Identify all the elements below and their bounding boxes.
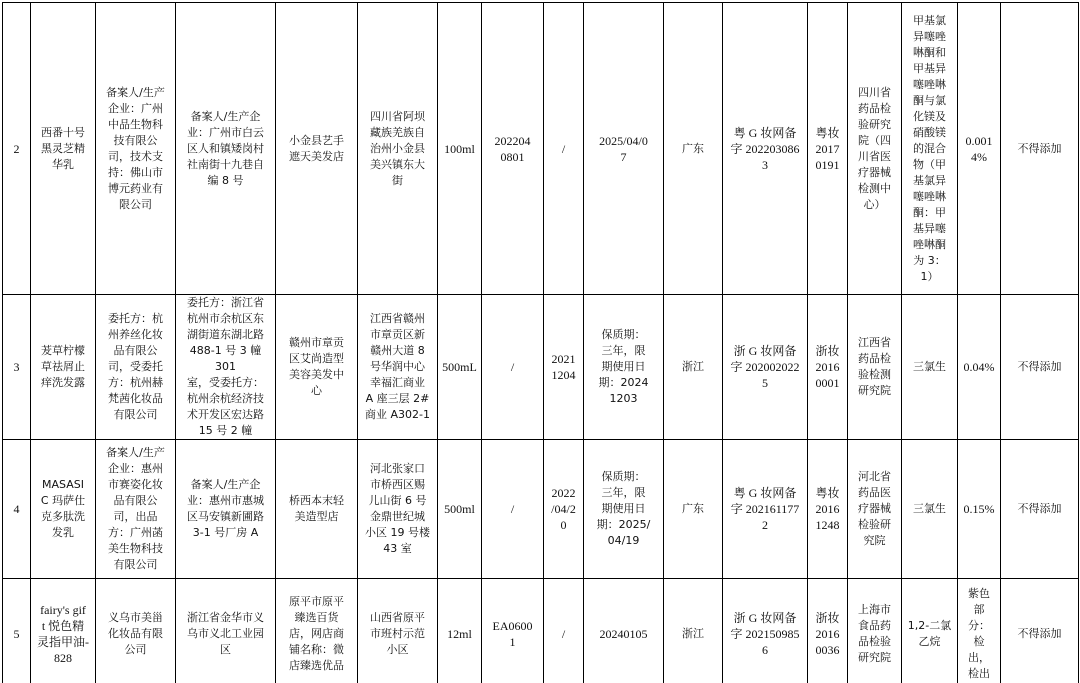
cell-province: 广东: [664, 440, 723, 579]
cell-province: 浙江: [664, 295, 723, 440]
cell-filing-number: 粤 G 妆网备 字 202203086 3: [723, 3, 808, 295]
cell-license-number: 粤妆 2016 1248: [808, 440, 848, 579]
table-row: [3, 3, 1079, 295]
cell-standard: 不得添加: [1001, 579, 1079, 683]
cell-inspection-agency: 四川省 药品检 验研究 院（四 川省医 疗器械 检测中 心）: [848, 3, 902, 295]
table-row: [3, 295, 1079, 440]
cell-license-number: 粤妆 2017 0191: [808, 3, 848, 295]
cell-production-date: 2021 1204: [544, 295, 584, 440]
cell-batch-number: 202204 0801: [482, 3, 544, 295]
cell-inspection-item: 甲基氯 异噻唑 啉酮和 甲基异 噻唑啉 酮与氯 化镁及 硝酸镁 的混合 物（甲 基氯异 噻唑啉 酮：甲 基异噻 唑啉酮 为 3： 1）: [902, 3, 958, 295]
cell-expiry: 保质期： 三年，限 期使用日 期：2024 1203: [584, 295, 664, 440]
cell-producer-address: 委托方：浙江省 杭州市余杭区东 湖街道东湖北路 488-1 号 3 幢 301 室，受委托方： 杭州余杭经济技 术开发区宏达路 15 号 2 幢: [176, 295, 276, 440]
cell-result: 0.001 4%: [958, 3, 1001, 295]
cell-spec: 500ml: [438, 440, 482, 579]
cell-producer: 备案人/生产 企业：惠州 市赛姿化妆 品有限公 司，出品 方：广州菡 美生物科技 有限公司: [96, 440, 176, 579]
cell-result: 0.15%: [958, 440, 1001, 579]
cell-producer-address: 浙江省金华市义 乌市义北工业园 区: [176, 579, 276, 683]
cell-inspection-item: 1,2-二氯 乙烷: [902, 579, 958, 683]
cell-batch-number: /: [482, 440, 544, 579]
cell-serial-number: 2: [3, 3, 31, 295]
cell-production-date: /: [544, 3, 584, 295]
cell-producer: 备案人/生产 企业：广州 中品生物科 技有限公 司，技术支 持：佛山市 博元药业有 限公司: [96, 3, 176, 295]
cell-filing-number: 粤 G 妆网备 字 202161177 2: [723, 440, 808, 579]
cell-seller-address: 山西省原平 市班村示范 小区: [358, 579, 438, 683]
cell-inspection-agency: 江西省 药品检 验检测 研究院: [848, 295, 902, 440]
cell-producer: 义乌市美甾 化妆品有限 公司: [96, 579, 176, 683]
cell-spec: 500mL: [438, 295, 482, 440]
cell-result: 紫色 部 分： 检 出， 检出: [958, 579, 1001, 683]
cell-serial-number: 5: [3, 579, 31, 683]
cell-province: 广东: [664, 3, 723, 295]
cell-product-name: 茇草柠檬 草祛屑止 痒洗发露: [31, 295, 96, 440]
cell-inspection-item: 三氯生: [902, 295, 958, 440]
cell-filing-number: 浙 G 妆网备 字 202002022 5: [723, 295, 808, 440]
cell-result: 0.04%: [958, 295, 1001, 440]
inspection-results-table: [2, 2, 1079, 683]
cell-seller: 原平市原平 臻选百货 店，网店商 铺名称：微 店臻选优品: [276, 579, 358, 683]
cell-inspection-agency: 河北省 药品医 疗器械 检验研 究院: [848, 440, 902, 579]
cell-product-name: 西番十号 黑灵芝精 华乳: [31, 3, 96, 295]
table-row: [3, 440, 1079, 579]
cell-producer-address: 备案人/生产企 业：广州市白云 区人和镇矮岗村 社南街十九巷自 编 8 号: [176, 3, 276, 295]
cell-license-number: 浙妆 2016 0001: [808, 295, 848, 440]
cell-filing-number: 浙 G 妆网备 字 202150985 6: [723, 579, 808, 683]
table-row: [3, 579, 1079, 683]
cell-seller: 赣州市章贡 区艾尚造型 美容美发中 心: [276, 295, 358, 440]
cell-seller: 小金县艺手 遮天美发店: [276, 3, 358, 295]
cell-license-number: 浙妆 2016 0036: [808, 579, 848, 683]
cell-standard: 不得添加: [1001, 440, 1079, 579]
cell-standard: 不得添加: [1001, 295, 1079, 440]
cell-expiry: 2025/04/0 7: [584, 3, 664, 295]
cell-expiry: 保质期： 三年，限 期使用日 期：2025/ 04/19: [584, 440, 664, 579]
cell-seller: 桥西本末轻 美造型店: [276, 440, 358, 579]
cell-spec: 100ml: [438, 3, 482, 295]
cell-product-name: MASASI C 玛萨仕 克多肽洗 发乳: [31, 440, 96, 579]
cell-inspection-item: 三氯生: [902, 440, 958, 579]
cell-seller-address: 河北张家口 市桥西区赐 儿山街 6 号 金鼎世纪城 小区 19 号楼 43 室: [358, 440, 438, 579]
cell-seller-address: 江西省赣州 市章贡区新 赣州大道 8 号华润中心 幸福汇商业 A 座三层 2# 商业 A302-1: [358, 295, 438, 440]
cell-producer: 委托方：杭 州养丝化妆 品有限公 司，受委托 方：杭州赫 梵茜化妆品 有限公司: [96, 295, 176, 440]
cell-product-name: fairy's gif t 悦色精 灵指甲油- 828: [31, 579, 96, 683]
cell-production-date: /: [544, 579, 584, 683]
cell-serial-number: 3: [3, 295, 31, 440]
cell-batch-number: EA0600 1: [482, 579, 544, 683]
cell-spec: 12ml: [438, 579, 482, 683]
cell-standard: 不得添加: [1001, 3, 1079, 295]
cell-batch-number: /: [482, 295, 544, 440]
cell-inspection-agency: 上海市 食品药 品检验 研究院: [848, 579, 902, 683]
cell-province: 浙江: [664, 579, 723, 683]
cell-producer-address: 备案人/生产企 业：惠州市惠城 区马安镇新圃路 3-1 号厂房 A: [176, 440, 276, 579]
cell-production-date: 2022 /04/2 0: [544, 440, 584, 579]
cell-expiry: 20240105: [584, 579, 664, 683]
cell-serial-number: 4: [3, 440, 31, 579]
cell-seller-address: 四川省阿坝 藏族羌族自 治州小金县 美兴镇东大 街: [358, 3, 438, 295]
